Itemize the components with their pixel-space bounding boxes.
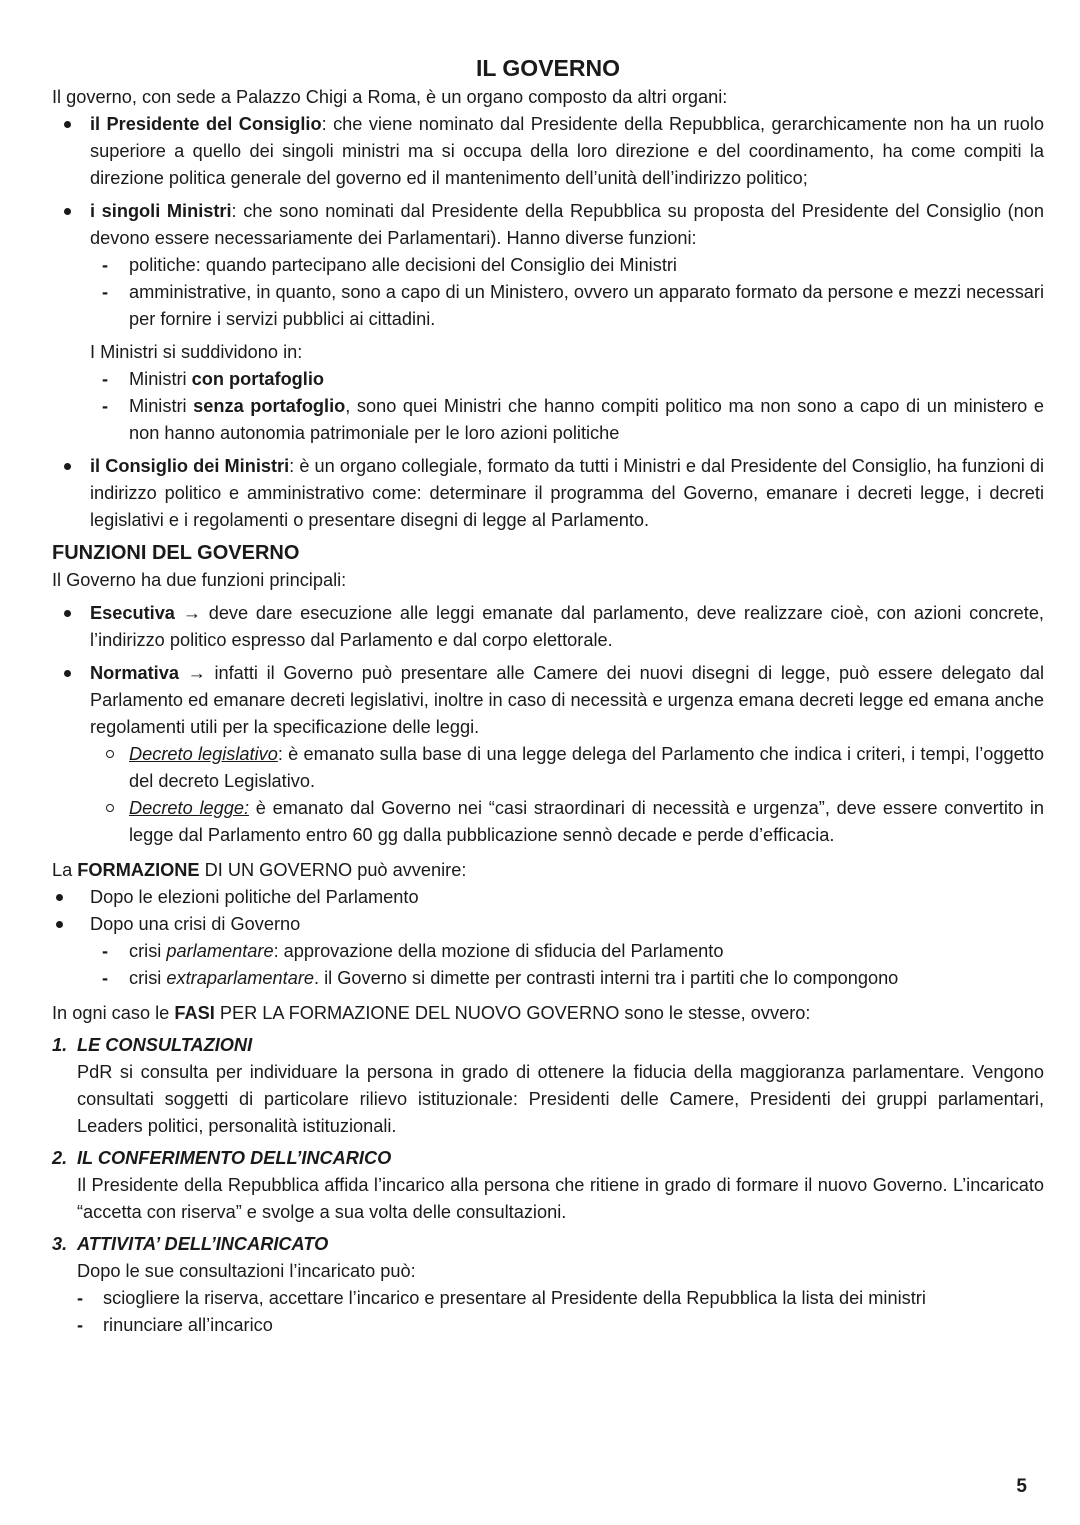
formazione-case-crisi: Dopo una crisi di Governo	[52, 911, 1044, 938]
step-title: ATTIVITA’ DELL’INCARICATO	[77, 1234, 329, 1254]
fasi-suffix: PER LA FORMAZIONE DEL NUOVO GOVERNO sono le stesse, ovvero:	[214, 1003, 811, 1023]
page-title: IL GOVERNO	[476, 55, 620, 81]
type-prefix: Ministri	[129, 369, 192, 389]
type-prefix: Ministri	[129, 396, 194, 416]
crisi-extraparlamentare	[52, 965, 1044, 992]
term-normativa: Normativa	[90, 663, 179, 683]
step-title: IL CONFERIMENTO DELL’INCARICO	[77, 1148, 392, 1168]
list-item-presidente	[52, 111, 1044, 192]
crisi-type: parlamentare	[166, 941, 274, 961]
text-ministri: : che sono nominati dal Presidente della Repubblica su proposta del Presidente del Consiglio (non devono essere necessariamente dei Parlamentari). Hanno diverse funzioni:	[90, 201, 1044, 248]
type-bold: senza portafoglio	[193, 396, 346, 416]
step-title: LE CONSULTAZIONI	[77, 1035, 253, 1055]
section-heading-funzioni: FUNZIONI DEL GOVERNO	[52, 542, 300, 564]
type-bold: con portafoglio	[191, 369, 325, 389]
crisi-prefix: crisi	[129, 941, 167, 961]
ministri-type-con-portafoglio	[52, 366, 1044, 393]
fasi-prefix: In ogni caso le	[52, 1003, 175, 1023]
crisi-prefix: crisi	[129, 968, 167, 988]
document-page	[52, 52, 1044, 1339]
text-decreto-legislativo: : è emanato sulla base di una legge delega del Parlamento che indica i criteri, i tempi, l’oggetto del decreto Legislativo.	[129, 744, 1044, 791]
sublist-item-decreto-legge	[52, 795, 1044, 849]
list-item-esecutiva	[52, 600, 1044, 654]
step-number: 2.	[52, 1148, 68, 1168]
fasi-intro	[52, 1000, 1044, 1027]
text-consiglio: : è un organo collegiale, formato da tutti i Ministri e dal Presidente del Consiglio, ha funzioni di indirizzo politico e amministrativo come: determinare il programma del Governo, emanare i decreti legge, i decreti legislativi e i regolamenti o presentare disegni di legge al Parlamento.	[90, 456, 1044, 530]
fasi-bold: FASI	[174, 1003, 215, 1023]
step-text-1: PdR si consulta per individuare la persona in grado di ottenere la fiducia della maggioranza parlamentare. Vengono consultati soggetti di particolare rilievo istituzionale: Presidenti delle Camere, Presidenti dei gruppi parlamentari, Leaders politici, personalità istituzionali.	[77, 1062, 1044, 1136]
ministri-division-intro: I Ministri si suddividono in:	[90, 342, 303, 362]
step-option-sciogliere: - sciogliere la riserva, accettare l’incarico e presentare al Presidente della Repubblica la lista dei ministri	[52, 1285, 1044, 1312]
term-esecutiva: Esecutiva	[90, 603, 175, 623]
crisi-text: . il Governo si dimette per contrasti interni tra i partiti che lo compongono	[314, 968, 899, 988]
intro-paragraph: Il governo, con sede a Palazzo Chigi a Roma, è un organo composto da altri organi:	[52, 87, 728, 107]
term-decreto-legge: Decreto legge:	[129, 798, 249, 818]
formazione-bold: FORMAZIONE	[77, 860, 200, 880]
ministri-function-amministrative: - amministrative, in quanto, sono a capo di un Ministero, ovvero un apparato formato da persone e mezzi necessari per fornire i servizi pubblici ai cittadini.	[52, 279, 1044, 333]
step-text-2: Il Presidente della Repubblica affida l’incarico alla persona che ritiene in grado di formare il nuovo Governo. L’incaricato “accetta con riserva” e svolge a sua volta delle consultazioni.	[77, 1175, 1044, 1222]
ministri-type-senza-portafoglio	[52, 393, 1044, 447]
text-normativa: → infatti il Governo può presentare alle Camere dei nuovi disegni di legge, può essere delegato dal Parlamento ed emanare decreti legislativi, inoltre in caso di necessità e urgenza emana decreti legge ed emana anche regolamenti utili per la specificazione delle leggi.	[90, 663, 1044, 737]
crisi-type: extraparlamentare	[166, 968, 314, 988]
type-text: , sono quei Ministri che hanno compiti politico ma non sono a capo di un ministero e non hanno autonomia patrimoniale per le loro azioni politiche	[129, 396, 1044, 443]
step-number: 3.	[52, 1234, 68, 1254]
text-presidente: : che viene nominato dal Presidente della Repubblica, gerarchicamente non ha un ruolo superiore a quello dei singoli ministri ma si occupa della loro direzione e del coordinamento, ha come compiti la direzione politica generale del governo ed il mantenimento dell’unità dell’indirizzo politico;	[90, 114, 1045, 188]
text-decreto-legge: è emanato dal Governo nei “casi straordinari di necessità e urgenza”, deve essere convertito in legge dal Parlamento entro 60 gg dalla pubblicazione sennò decade e perde d’efficacia.	[129, 798, 1044, 845]
term-consiglio: il Consiglio dei Ministri	[90, 456, 290, 476]
list-item-consiglio	[52, 453, 1044, 534]
page-number: 5	[1016, 1476, 1027, 1497]
term-presidente: il Presidente del Consiglio	[90, 114, 322, 134]
crisi-text: : approvazione della mozione di sfiducia del Parlamento	[273, 941, 724, 961]
crisi-parlamentare	[52, 938, 1044, 965]
step-option-rinunciare: - rinunciare all’incarico	[52, 1312, 1044, 1339]
step-number: 1.	[52, 1035, 68, 1055]
formazione-intro	[52, 857, 1044, 884]
funzioni-intro: Il Governo ha due funzioni principali:	[52, 570, 347, 590]
list-item-ministri	[52, 198, 1044, 252]
step-heading-3	[52, 1231, 1044, 1258]
ministri-function-politiche: - politiche: quando partecipano alle decisioni del Consiglio dei Ministri	[52, 252, 1044, 279]
text-esecutiva: → deve dare esecuzione alle leggi emanate dal parlamento, deve realizzare cioè, con azioni concrete, l’indirizzo politico espresso dal Parlamento e dal corpo elettorale.	[90, 603, 1044, 650]
term-decreto-legislativo: Decreto legislativo	[129, 744, 278, 764]
term-ministri: i singoli Ministri	[90, 201, 232, 221]
formazione-suffix: DI UN GOVERNO può avvenire:	[199, 860, 467, 880]
step-text-3: Dopo le sue consultazioni l’incaricato può:	[77, 1261, 416, 1281]
step-heading-1	[52, 1032, 1044, 1059]
list-item-normativa	[52, 660, 1044, 741]
sublist-item-decreto-legislativo	[52, 741, 1044, 795]
formazione-case-elezioni: Dopo le elezioni politiche del Parlamento	[52, 884, 1044, 911]
formazione-prefix: La	[52, 860, 78, 880]
step-heading-2	[52, 1145, 1044, 1172]
